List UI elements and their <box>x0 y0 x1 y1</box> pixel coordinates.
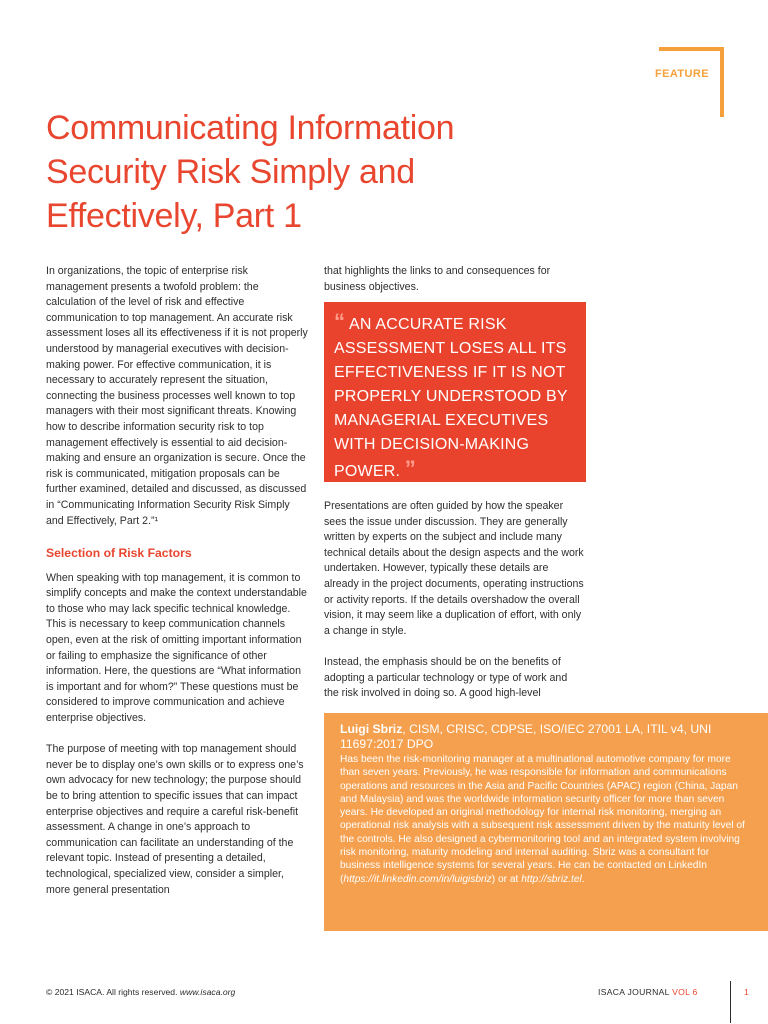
body-paragraph: When speaking with top management, it is common to simplify concepts and make the context understandable to those who may lack specific technical knowledge. This is necessary to keep communication channels open, even at the risk of omitting important information or failing to emphasize the significance of other information. Here, the questions are “What information is important and for whom?” These questions must be considered to improve communication and achieve enterprise objectives. <box>46 571 307 725</box>
pull-quote-box <box>324 302 586 482</box>
intro-paragraph: In organizations, the topic of enterprise risk management presents a twofold problem: the calculation of the level of risk and effective communication to top management. An accurate risk assessment loses all its effectiveness if it is not properly understood by managerial executives with decision-making power. For effective communication, it is necessary to accurately represent the situation, connecting the business processes well known to top managers with their most significant threats. Knowing how to describe information security risk to top management effectively is essential to aid decision-making and ensure an organization is secure. Once the risk is communicated, mitigation proposals can be further examined, detailed and discussed, as discussed in “Communicating Information Security Risk Simply and Effectively, Part 2.”¹ <box>46 265 308 527</box>
author-heading <box>340 722 752 752</box>
section-subheading: Selection of Risk Factors <box>46 545 192 560</box>
author-bio-text <box>340 753 752 886</box>
bio-connector: ) or at <box>491 873 522 885</box>
close-quote-icon: ” <box>404 456 416 481</box>
author-bio-box <box>324 713 768 931</box>
bio-paren: ( <box>340 873 344 885</box>
body-paragraph: Presentations are often guided by how the speaker sees the issue under discussion. They are generally written by experts on the subject and include many technical details about the design aspects and the work undertaken. However, typically these details are already in the project documents, operating instructions or activity reports. If the details overshadow the overall vision, it may seem like a duplication of effort, with only a change in style. <box>324 500 584 637</box>
page-number: 1 <box>744 987 749 997</box>
pull-quote <box>334 310 576 484</box>
article-title: Communicating Information Security Risk Simply and Effectively, Part 1 <box>46 109 455 235</box>
pull-quote-text: AN ACCURATE RISK ASSESSMENT LOSES ALL ITS EFFECTIVENESS IF IT IS NOT PROPERLY UNDERSTOOD BY MANAGERIAL EXECUTIVES WITH DECISION-MAKING POWER. <box>334 316 568 480</box>
continuation-paragraph: that highlights the links to and consequences for business objectives. <box>324 265 551 293</box>
bio-paragraph: Has been the risk-monitoring manager at a multinational automotive company for more than seven years. Previously, he was responsible for information and communications operations and resources in the Asia and Pacific Countries (APAC) region (China, Japan and Malaysia) and was the worldwide information security officer for more than seven years. He developed an original methodology for internal risk monitoring, merging an operational risk analysis with a subsequent risk assessment driven by the maturity level of the controls. He also designed a cybermonitoring tool and an integrated system involving risk monitoring, maturity modeling and internal auditing. Sbriz was a consultant for business intelligence systems for several years. He can be contacted on LinkedIn <box>340 754 745 872</box>
left-column <box>46 264 310 914</box>
journal-volume: VOL 6 <box>672 987 698 997</box>
open-quote-icon: “ <box>334 309 346 334</box>
footer-divider <box>730 981 731 1023</box>
author-credentials: , CISM, CRISC, CDPSE, ISO/IEC 27001 LA, ITIL v4, UNI 11697:2017 DPO <box>340 722 712 751</box>
linkedin-link[interactable]: https://it.linkedin.com/in/luigisbriz <box>343 873 492 885</box>
copyright-text: © 2021 ISACA. All rights reserved. <box>46 987 180 997</box>
journal-name: ISACA JOURNAL <box>598 987 673 997</box>
website-link[interactable]: http://sbriz.tel <box>521 873 582 885</box>
footer-journal <box>598 987 698 997</box>
feature-corner-bracket <box>659 47 724 117</box>
body-paragraph: Instead, the emphasis should be on the benefits of adopting a particular technology or type of work and the risk involved in doing so. A good high-level <box>324 655 568 700</box>
body-paragraph: The purpose of meeting with top management should never be to display one’s own skills or to express one’s own advocacy for new technology; the purpose should be to bring attention to specific issues that can impact enterprise objectives and require a careful risk-benefit assessment. A change in one’s approach to communication can facilitate an understanding of the relevant topic. Instead of presenting a detailed, technological, specialized view, consider a simpler, more general presentation <box>46 743 304 896</box>
bio-period: . <box>581 873 585 885</box>
section-label: FEATURE <box>655 68 709 80</box>
right-column-body <box>324 499 584 717</box>
author-name: Luigi Sbriz <box>340 722 403 736</box>
footer-copyright <box>46 987 235 997</box>
footer-site-link[interactable]: www.isaca.org <box>179 987 236 997</box>
